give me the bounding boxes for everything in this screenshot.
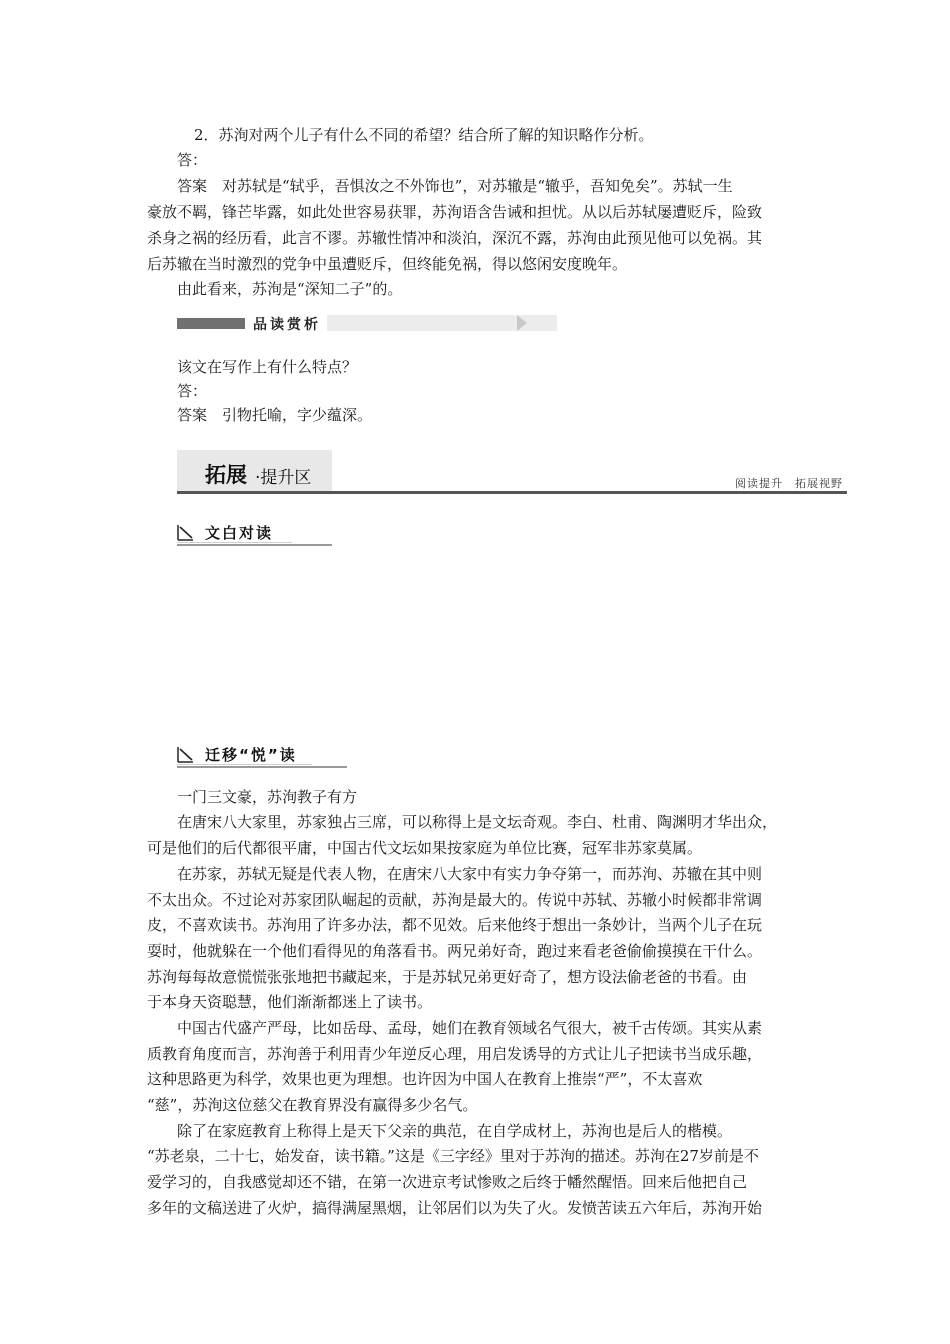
reading-line: 在苏家，苏轼无疑是代表人物，在唐宋八大家中有实力争夺第一，而苏洵、苏辙在其中则 [177, 865, 763, 883]
answer-line: 后苏辙在当时激烈的党争中虽遭贬斥，但终能免祸，得以悠闲安度晚年。 [147, 255, 628, 273]
corner-arrow-icon [177, 746, 194, 763]
section-title: 品读赏析 [253, 317, 321, 333]
question-2: 2．苏洵对两个儿子有什么不同的希望？结合所了解的知识略作分析。 [194, 126, 654, 144]
header-title: 拓展 [205, 463, 247, 487]
underline [177, 764, 312, 765]
reading-line: 爱学习的，自我感觉却还不错，在第一次进京考试惨败之后终于幡然醒悟。回来后他把自己 [147, 1173, 748, 1191]
answer-label: 答： [177, 382, 208, 400]
answer-label: 答： [177, 151, 208, 169]
reading-line: “苏老泉，二十七，始发奋，读书籍。”这是《三字经》里对于苏洵的描述。苏洵在27岁前是不 [147, 1147, 759, 1165]
header-right-text: 阅读提升 拓展视野 [735, 477, 843, 490]
header-subtitle: ·提升区 [255, 468, 312, 488]
reading-line: “慈”，苏洵这位慈父在教育界没有赢得多少名气。 [147, 1096, 478, 1114]
underline [177, 544, 332, 546]
reading-line: 多年的文稿送进了火炉，搞得满屋黑烟，让邻居们以为失了火。发愤苦读五六年后，苏洵开始 [147, 1199, 763, 1217]
reading-line: 苏洵每每故意慌慌张张地把书藏起来，于是苏轼兄弟更好奇了，想方设法偷老爸的书看。由 [147, 968, 748, 986]
reading-line: 可是他们的后代都很平庸，中国古代文坛如果按家庭为单位比赛，冠军非苏家莫属。 [147, 839, 703, 857]
reading-title: 一门三文豪，苏洵教子有方 [177, 788, 358, 806]
reading-line: 在唐宋八大家里，苏家独占三席，可以称得上是文坛奇观。李白、杜甫、陶渊明才华出众， [177, 813, 778, 831]
arrow-icon [517, 315, 527, 331]
appreciation-question: 该文在写作上有什么特点？ [177, 358, 358, 376]
reading-line: 耍时，他就躲在一个他们看得见的角落看书。两兄弟好奇，跑过来看老爸偷偷摸摸在干什么。 [147, 942, 763, 960]
reading-line: 皮，不喜欢读书。苏洵用了许多办法，都不见效。后来他终于想出一条妙计，当两个儿子在玩 [147, 916, 763, 934]
bar-dark-segment [177, 318, 245, 329]
underline [177, 542, 292, 543]
corner-arrow-icon [177, 524, 194, 541]
reading-line: 不太出众。不过论对苏家团队崛起的贡献，苏洵是最大的。传说中苏轼、苏辙小时候都非常调 [147, 891, 763, 909]
reading-line: 这种思路更为科学，效果也更为理想。也许因为中国人在教育上推崇“严”，不太喜欢 [147, 1070, 703, 1088]
conclusion: 由此看来，苏洵是“深知二子”的。 [177, 280, 403, 298]
subheading-wenbai [177, 521, 332, 547]
reading-line: 质教育角度而言，苏洵善于利用青少年逆反心理，用启发诱导的方式让儿子把读书当成乐趣， [147, 1045, 763, 1063]
extension-header [177, 450, 847, 494]
reading-line: 除了在家庭教育上称得上是天下父亲的典范，在自学成材上，苏洵也是后人的楷模。 [177, 1122, 733, 1140]
underline [177, 766, 347, 768]
answer-line: 豪放不羁，锋芒毕露，如此处世容易获罪，苏洵语含告诫和担忧。从以后苏轼屡遭贬斥，险致 [147, 203, 763, 221]
subheading-text: 文白对读 [205, 524, 274, 542]
subheading-text: 迁移“悦”读 [205, 746, 297, 764]
reading-line: 中国古代盛产严母，比如岳母、孟母，她们在教育领域名气很大，被千古传颂。其实从素 [177, 1019, 763, 1037]
answer-line: 杀身之祸的经历看，此言不谬。苏辙性情冲和淡泊，深沉不露，苏洵由此预见他可以免祸。其 [147, 229, 763, 247]
reading-line: 于本身天资聪慧，他们渐渐都迷上了读书。 [147, 993, 433, 1011]
subheading-qianyi [177, 743, 347, 769]
header-rule [177, 491, 847, 494]
appreciation-section-bar [177, 315, 557, 331]
appreciation-answer: 答案 引物托喻，字少蕴深。 [177, 406, 373, 424]
answer-line: 答案 对苏轼是“轼乎，吾惧汝之不外饰也”，对苏辙是“辙乎，吾知免矣”。苏轼一生 [177, 177, 733, 195]
